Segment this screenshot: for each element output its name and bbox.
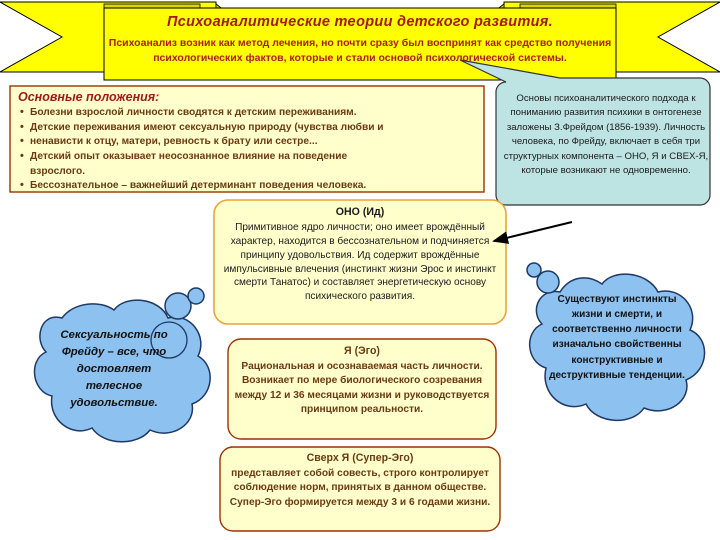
superego-box-content (222, 452, 498, 510)
cloud-left-text: Сексуальность по Фрейду – все, что достовляет телесное удовольствие. (60, 329, 168, 410)
ego-box-heading: Я (Эго) (344, 345, 380, 357)
main-box-bullet-list (18, 106, 470, 194)
arrow-callout-to-id (494, 222, 572, 241)
banner-title: Психоаналитические теории детского развития. (167, 14, 553, 30)
list-item: • Бессознательное – важнейший детерминант поведения человека. (18, 179, 470, 194)
ego-box-body: Рациональная и осознаваемая часть личности. Возникает по мере биологического созревания между 12 и 36 месяцами жизни и руководствуется принципом реальности. (234, 360, 490, 416)
ego-box-content (232, 345, 492, 418)
id-box-body: Примитивное ядро личности; оно имеет врождённый характер, находится в бессознательном и подчиняется принципу удовольствия. Ид содержит врождённые импульсивные влечения (инстинкт жизни Эрос и инстинкт смерти Танатос) и составляет энергетическую основу психического развития. (223, 221, 497, 303)
main-box-content (18, 90, 470, 194)
superego-box-body: представляет собой совесть, строго контролирует соблюдение норм, принятых в данном обществе. Супер-Эго формируется между 3 и 6 годами жизни. (229, 467, 491, 508)
main-box-heading: Основные положения: (18, 90, 160, 104)
list-item: • ненависти к отцу, матери, ревность к брату или сестре... (18, 135, 470, 150)
id-box-heading: ОНО (Ид) (335, 206, 385, 218)
list-item: • Детский опыт оказывает неосознанное влияние на поведение (18, 150, 470, 165)
list-item: взрослого. (30, 165, 86, 177)
list-item: • Болезни взрослой личности сводятся к детским переживаниям. (18, 106, 470, 121)
banner-subtitle: Психоанализ возник как метод лечения, но почти сразу был воспринят как средство получения психологических фактов, которые и стали основой психологической системы. (108, 37, 612, 64)
callout-text: Основы психоаналитического подхода к пониманию развития психики в онтогенезе заложены З.Фрейдом (1856-1939). Личность человека, по Фрейду, включает в себя три структурных компонента – ОНО, Я и СВЕХ-Я, которые возникают не одновременно. (503, 93, 709, 176)
id-box-content (218, 206, 502, 304)
superego-box-heading: Сверх Я (Супер-Эго) (306, 452, 414, 464)
list-item: • Детские переживания имеют сексуальную природу (чувства любви и (18, 121, 470, 136)
cloud-right-text: Существуют инстинкты жизни и смерти, и соответственно личности изначально свойственны конструктивные и деструктивные тенденции. (549, 294, 685, 381)
